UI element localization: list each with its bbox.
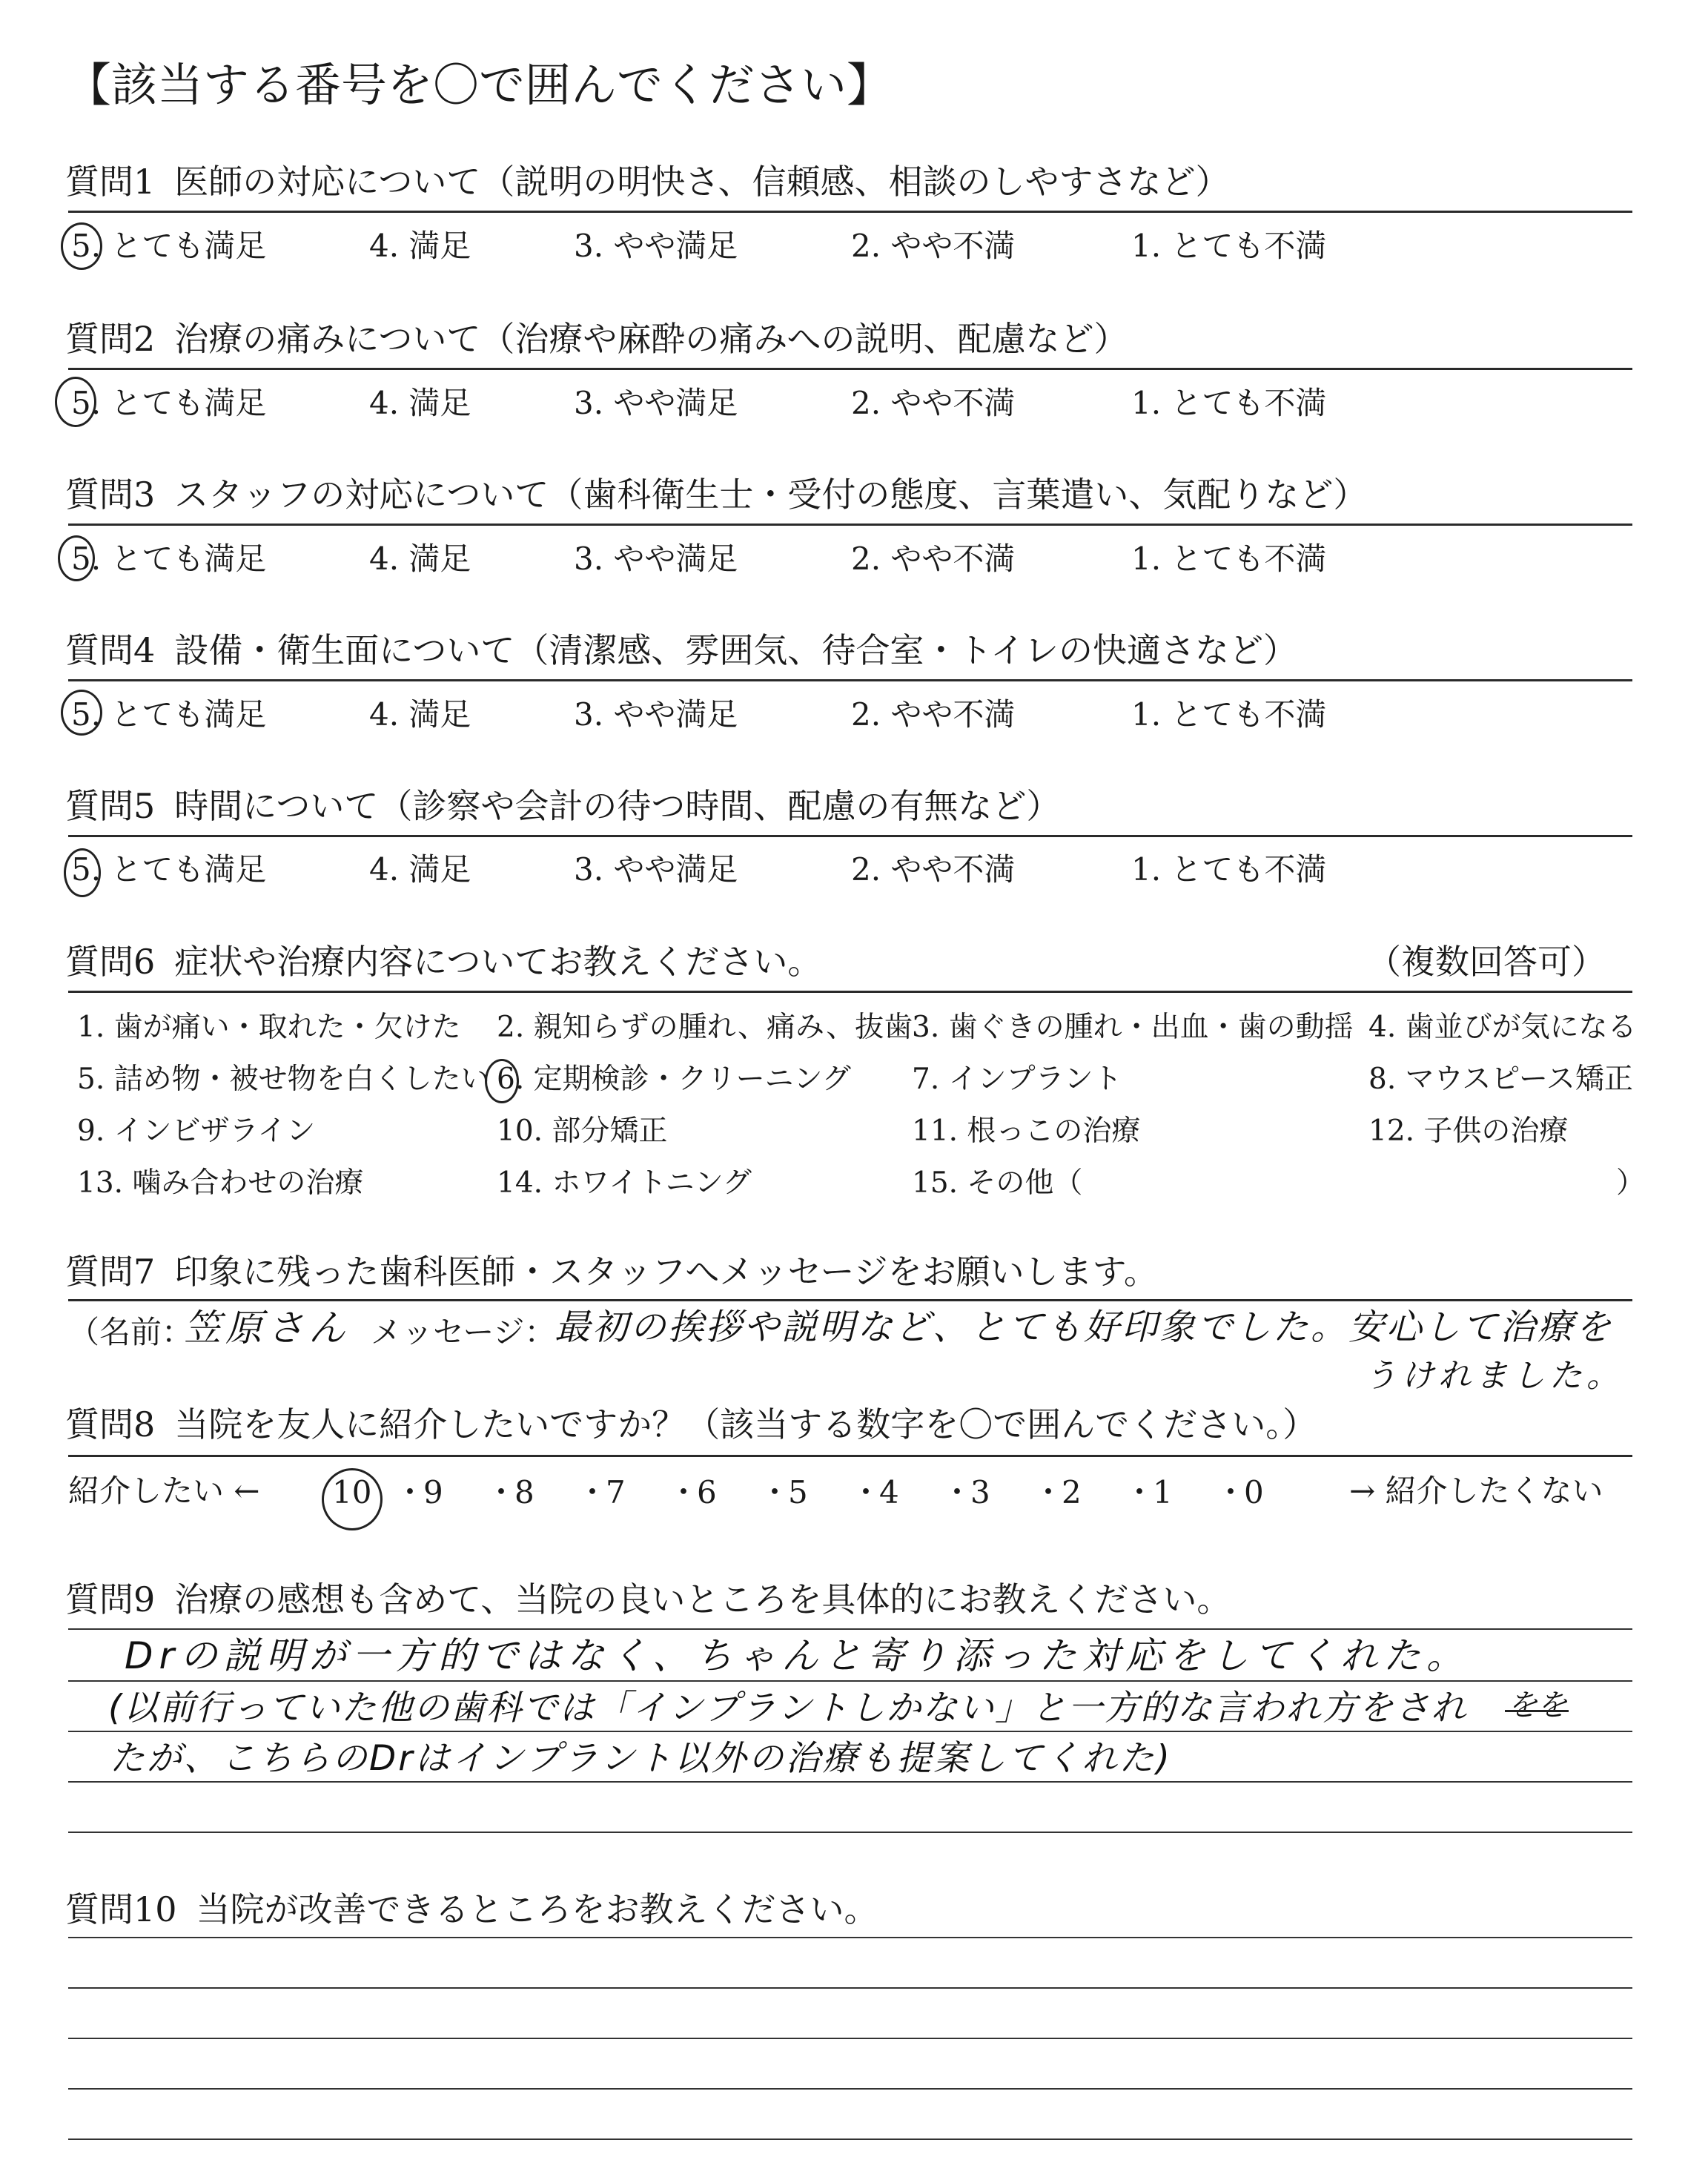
scale-value-7[interactable]: 7 — [606, 1474, 626, 1510]
question-text: 当院が改善できるところをお教えください。 — [196, 1889, 878, 1929]
question-text: 症状や治療内容についてお教えください。 — [174, 942, 822, 982]
divider — [68, 211, 1632, 213]
question-3 — [65, 475, 1368, 515]
divider — [68, 368, 1632, 370]
q6-item-8[interactable]: 8. マウスピース矯正 — [1368, 1063, 1633, 1096]
q1-option-5[interactable]: 5. とても満足 — [71, 228, 267, 264]
question-number: 質問4 — [65, 630, 156, 670]
q3-option-5[interactable]: 5. とても満足 — [71, 541, 267, 577]
answer-line — [68, 1781, 1632, 1783]
answer-line — [68, 2138, 1632, 2140]
question-7 — [65, 1252, 1158, 1292]
q6-item-7[interactable]: 7. インプラント — [912, 1063, 1122, 1096]
q6-item-14[interactable]: 14. ホワイトニング — [497, 1166, 752, 1200]
q6-item-5[interactable]: 5. 詰め物・被せ物を白くしたい — [77, 1063, 490, 1096]
divider — [68, 679, 1632, 681]
scale-separator-dot: ・ — [1124, 1474, 1156, 1510]
scale-separator-dot: ・ — [668, 1474, 700, 1510]
answer-line — [68, 1628, 1632, 1630]
question-9 — [65, 1579, 1231, 1619]
answer-line — [68, 1731, 1632, 1732]
scale-separator-dot: ・ — [577, 1474, 609, 1510]
answer-line — [68, 2038, 1632, 2039]
q1-option-1[interactable]: 1. とても不満 — [1131, 228, 1327, 264]
q9-answer-line-2[interactable]: (以前行っていた他の歯科では「インプラントしかない」と一方的な言われ方をされ — [108, 1688, 1468, 1728]
answer-line — [68, 1832, 1632, 1833]
divider — [68, 1455, 1632, 1457]
question-number: 質問5 — [65, 786, 156, 826]
scale-value-0[interactable]: 0 — [1244, 1474, 1264, 1510]
answer-circle — [485, 1059, 519, 1103]
answer-circle — [58, 535, 95, 581]
q6-item-6[interactable]: 6. 定期検診・クリーニング — [497, 1063, 851, 1096]
q4-option-1[interactable]: 1. とても不満 — [1131, 696, 1327, 733]
scale-value-3[interactable]: 3 — [970, 1474, 990, 1510]
q4-option-4[interactable]: 4. 満足 — [369, 696, 471, 733]
q1-option-4[interactable]: 4. 満足 — [369, 228, 471, 264]
question-10 — [65, 1889, 878, 1929]
scale-separator-dot: ・ — [486, 1474, 517, 1510]
q5-option-4[interactable]: 4. 満足 — [369, 851, 471, 888]
question-1 — [65, 162, 1230, 202]
q5-option-3[interactable]: 3. やや満足 — [574, 851, 738, 888]
divider — [68, 991, 1632, 993]
q4-option-3[interactable]: 3. やや満足 — [574, 696, 738, 733]
scale-separator-dot: ・ — [394, 1474, 426, 1510]
q6-item-13[interactable]: 13. 噛み合わせの治療 — [77, 1166, 364, 1200]
question-text: スタッフの対応について（歯科衛生士・受付の態度、言葉遣い、気配りなど） — [174, 475, 1368, 515]
recommend-right-label: → 紹介したくない — [1349, 1473, 1603, 1509]
question-text: 治療の感想も含めて、当院の良いところを具体的にお教えください。 — [174, 1579, 1231, 1619]
answer-circle — [322, 1468, 383, 1530]
question-number: 質問3 — [65, 475, 156, 515]
question-8 — [65, 1404, 1317, 1444]
q2-option-5[interactable]: 5. とても満足 — [71, 385, 267, 421]
answer-line — [68, 1987, 1632, 1989]
divider — [68, 524, 1632, 526]
answer-circle — [55, 377, 96, 427]
q2-option-1[interactable]: 1. とても不満 — [1131, 385, 1327, 421]
q2-option-3[interactable]: 3. やや満足 — [574, 385, 738, 421]
q3-option-2[interactable]: 2. やや不満 — [851, 541, 1016, 577]
q6-item-4[interactable]: 4. 歯並びが気になる — [1368, 1011, 1637, 1044]
divider — [68, 835, 1632, 837]
q6-item-2[interactable]: 2. 親知らずの腫れ、痛み、抜歯 — [497, 1011, 913, 1044]
message-line-1[interactable]: 最初の挨拶や説明など、とても好印象でした。安心して治療を — [555, 1307, 1614, 1348]
q2-option-2[interactable]: 2. やや不満 — [851, 385, 1016, 421]
scale-separator-dot: ・ — [759, 1474, 791, 1510]
message-label: メッセージ： — [371, 1314, 556, 1350]
question-number: 質問9 — [65, 1579, 156, 1619]
q1-option-3[interactable]: 3. やや満足 — [574, 228, 738, 264]
q3-option-3[interactable]: 3. やや満足 — [574, 541, 738, 577]
question-text: 医師の対応について（説明の明快さ、信頼感、相談のしやすさなど） — [174, 162, 1230, 202]
question-text: 設備・衛生面について（清潔感、雰囲気、待合室・トイレの快適さなど） — [174, 630, 1298, 670]
q9-answer-line-1[interactable]: Drの説明が一方的ではなく、ちゃんと寄り添った対応をしてくれた。 — [125, 1634, 1470, 1677]
q1-option-2[interactable]: 2. やや不満 — [851, 228, 1016, 264]
q6-item-15[interactable]: 15. その他（ — [912, 1166, 1083, 1200]
q6-item-10[interactable]: 10. 部分矯正 — [497, 1114, 668, 1148]
multiple-answer-note: （複数回答可） — [1367, 942, 1606, 982]
answer-line — [68, 2088, 1632, 2090]
scale-value-9[interactable]: 9 — [423, 1474, 443, 1510]
answer-line — [68, 1937, 1632, 1938]
name-label: （名前： — [68, 1314, 193, 1350]
q9-strikethrough-text: をを — [1508, 1688, 1567, 1723]
question-number: 質問1 — [65, 162, 156, 202]
q5-option-5[interactable]: 5. とても満足 — [71, 851, 267, 888]
scale-value-10[interactable]: 10 — [332, 1474, 372, 1510]
question-number: 質問6 — [65, 942, 156, 982]
question-4 — [65, 630, 1298, 670]
message-line-2[interactable]: うけれました。 — [1364, 1357, 1623, 1395]
q6-item-9[interactable]: 9. インビザライン — [77, 1114, 316, 1148]
question-6 — [65, 942, 822, 982]
scale-separator-dot: ・ — [850, 1474, 882, 1510]
answer-circle — [64, 848, 101, 897]
question-5 — [65, 786, 1061, 826]
answer-line — [68, 1680, 1632, 1682]
question-number: 質問8 — [65, 1404, 156, 1444]
q6-item-1[interactable]: 1. 歯が痛い・取れた・欠けた — [77, 1011, 461, 1044]
q6-item-12[interactable]: 12. 子供の治療 — [1368, 1114, 1569, 1148]
scale-value-8[interactable]: 8 — [514, 1474, 534, 1510]
q6-other-close: ） — [1616, 1166, 1646, 1200]
question-text: 時間について（診察や会計の待つ時間、配慮の有無など） — [174, 786, 1061, 826]
q4-option-2[interactable]: 2. やや不満 — [851, 696, 1016, 733]
question-text: 当院を友人に紹介したいですか？（該当する数字を〇で囲んでください。） — [174, 1404, 1317, 1444]
scale-separator-dot: ・ — [1033, 1474, 1065, 1510]
question-number: 質問7 — [65, 1252, 156, 1292]
scale-value-5[interactable]: 5 — [788, 1474, 808, 1510]
q6-item-3[interactable]: 3. 歯ぐきの腫れ・出血・歯の動揺 — [912, 1011, 1354, 1044]
q6-item-11[interactable]: 11. 根っこの治療 — [912, 1114, 1141, 1148]
name-value[interactable]: 笠原さん — [184, 1307, 350, 1350]
divider — [68, 1299, 1632, 1301]
scale-value-6[interactable]: 6 — [697, 1474, 717, 1510]
scale-separator-dot: ・ — [1215, 1474, 1247, 1510]
recommend-left-label: 紹介したい ← — [68, 1473, 260, 1509]
question-2 — [65, 319, 1128, 359]
question-number: 質問2 — [65, 319, 156, 359]
question-text: 治療の痛みについて（治療や麻酔の痛みへの説明、配慮など） — [174, 319, 1128, 359]
page-title: 【該当する番号を〇で囲んでください】 — [65, 58, 893, 112]
question-text: 印象に残った歯科医師・スタッフへメッセージをお願いします。 — [174, 1252, 1158, 1292]
answer-circle — [61, 690, 102, 736]
question-number: 質問10 — [65, 1889, 177, 1929]
scale-value-4[interactable]: 4 — [879, 1474, 899, 1510]
answer-circle — [61, 222, 102, 270]
scale-value-2[interactable]: 2 — [1062, 1474, 1082, 1510]
q2-option-4[interactable]: 4. 満足 — [369, 385, 471, 421]
q9-answer-line-3[interactable]: たが、こちらのDrはインプラント以外の治療も提案してくれた) — [110, 1738, 1172, 1779]
q5-option-1[interactable]: 1. とても不満 — [1131, 851, 1327, 888]
q4-option-5[interactable]: 5. とても満足 — [71, 696, 267, 733]
scale-separator-dot: ・ — [941, 1474, 973, 1510]
q3-option-1[interactable]: 1. とても不満 — [1131, 541, 1327, 577]
q3-option-4[interactable]: 4. 満足 — [369, 541, 471, 577]
q5-option-2[interactable]: 2. やや不満 — [851, 851, 1016, 888]
scale-value-1[interactable]: 1 — [1153, 1474, 1173, 1510]
strikethrough-mark — [1505, 1710, 1569, 1712]
